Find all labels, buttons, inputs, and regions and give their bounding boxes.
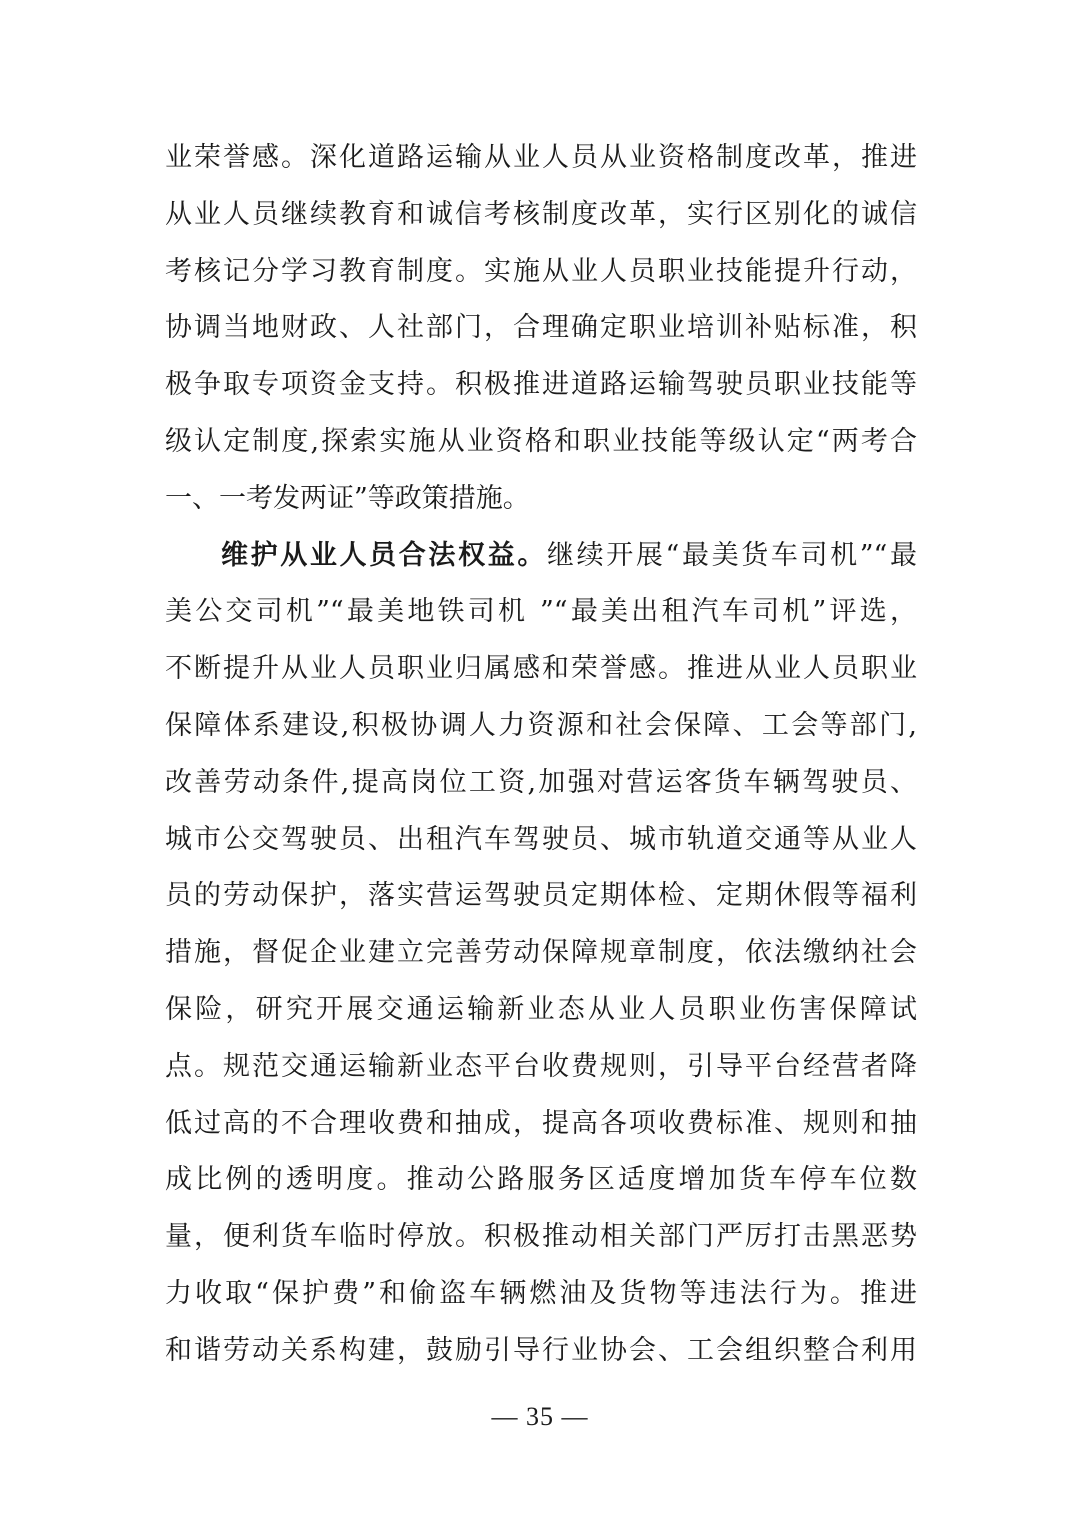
text-line: 美公交司机”“最美地铁司机 ”“最美出租汽车司机”评选，: [165, 596, 917, 628]
text-fragment: 继续开展“最美货车司机”“最: [546, 539, 917, 571]
text-line: 改善劳动条件,提高岗位工资,加强对营运客货车辆驾驶员、: [165, 766, 917, 798]
page-number: — 35 —: [491, 1402, 589, 1431]
text-line: 低过高的不合理收费和抽成，提高各项收费标准、规则和抽: [165, 1107, 917, 1139]
text-line: 力收取“保护费”和偷盗车辆燃油及货物等违法行为。推进: [165, 1277, 917, 1309]
text-line: 级认定制度,探索实施从业资格和职业技能等级认定“两考合: [165, 425, 917, 457]
text-line: 措施，督促企业建立完善劳动保障规章制度，依法缴纳社会: [165, 937, 917, 969]
text-line: 不断提升从业人员职业归属感和荣誉感。推进从业人员职业: [165, 653, 917, 685]
text-line: 城市公交驾驶员、出租汽车驾驶员、城市轨道交通等从业人: [165, 823, 917, 855]
text-line: 量，便利货车临时停放。积极推动相关部门严厉打击黑恶势: [165, 1221, 917, 1253]
text-line: 和谐劳动关系构建，鼓励引导行业协会、工会组织整合利用: [165, 1334, 917, 1366]
text-line: 一、一考发两证”等政策措施。: [165, 482, 530, 514]
body-text: [165, 130, 917, 1380]
text-line: 业荣誉感。深化道路运输从业人员从业资格制度改革，推进: [165, 142, 917, 173]
text-line: 保障体系建设,积极协调人力资源和社会保障、工会等部门,: [165, 709, 917, 741]
paragraph-heading: 维护从业人员合法权益。: [221, 539, 547, 571]
text-line: 保险，研究开展交通运输新业态从业人员职业伤害保障试: [165, 993, 917, 1025]
text-line: 协调当地财政、人社部门，合理确定职业培训补贴标准，积: [165, 312, 917, 344]
text-line: 成比例的透明度。推动公路服务区适度增加货车停车位数: [165, 1164, 917, 1196]
text-line: 点。规范交通运输新业态平台收费规则，引导平台经营者降: [165, 1050, 917, 1082]
text-line: 从业人员继续教育和诚信考核制度改革，实行区别化的诚信: [165, 198, 917, 230]
text-line: 极争取专项资金支持。积极推进道路运输驾驶员职业技能等: [165, 369, 917, 401]
paragraph-first-line: [165, 528, 917, 585]
text-line: 考核记分学习教育制度。实施从业人员职业技能提升行动，: [165, 255, 917, 287]
text-line: 员的劳动保护，落实营运驾驶员定期体检、定期休假等福利: [165, 880, 917, 912]
